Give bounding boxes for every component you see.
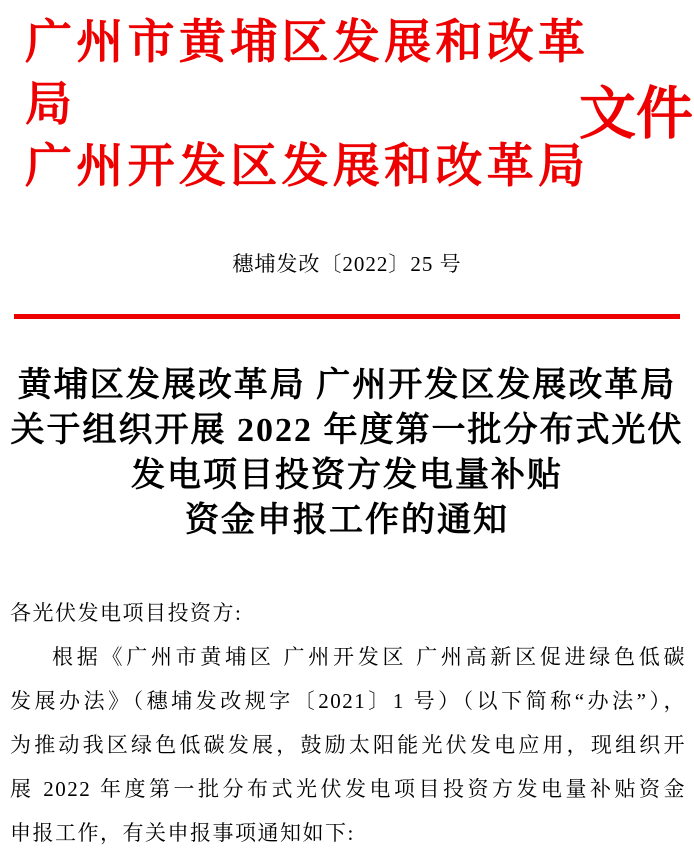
- document-title: [0, 363, 694, 543]
- body-line-4: 展 2022 年度第一批分布式光伏发电项目投资方发电量补贴资金: [10, 777, 686, 801]
- document-number: 穗埔发改〔2022〕25 号: [232, 252, 462, 276]
- document-body: [0, 591, 694, 855]
- title-line-1: 黄埔区发展改革局 广州开发区发展改革局: [17, 367, 677, 404]
- body-line-3: 为推动我区绿色低碳发展，鼓励太阳能光伏发电应用，现组织开: [10, 733, 686, 757]
- agency-line-1: 广州市黄埔区发展和改革局: [25, 17, 585, 131]
- body-line-2: 发展办法》（穗埔发改规字〔2021〕1 号）（以下简称“办法”），: [10, 689, 686, 713]
- body-line-1: 根据《广州市黄埔区 广州开发区 广州高新区促进绿色低碳: [52, 645, 686, 669]
- body-line-5: 申报工作，有关申报事项通知如下:: [10, 821, 355, 845]
- title-line-3: 发电项目投资方发电量补贴: [131, 457, 563, 494]
- red-divider-line: [14, 314, 680, 319]
- agency-names: [25, 12, 585, 198]
- letterhead: [0, 0, 694, 198]
- agency-line-2: 广州开发区发展和改革局: [25, 141, 585, 193]
- document-word: 文件: [579, 83, 693, 146]
- salutation: 各光伏发电项目投资方:: [10, 601, 243, 625]
- title-line-4: 资金申报工作的通知: [185, 502, 509, 539]
- title-line-2: 关于组织开展 2022 年度第一批分布式光伏: [10, 412, 684, 449]
